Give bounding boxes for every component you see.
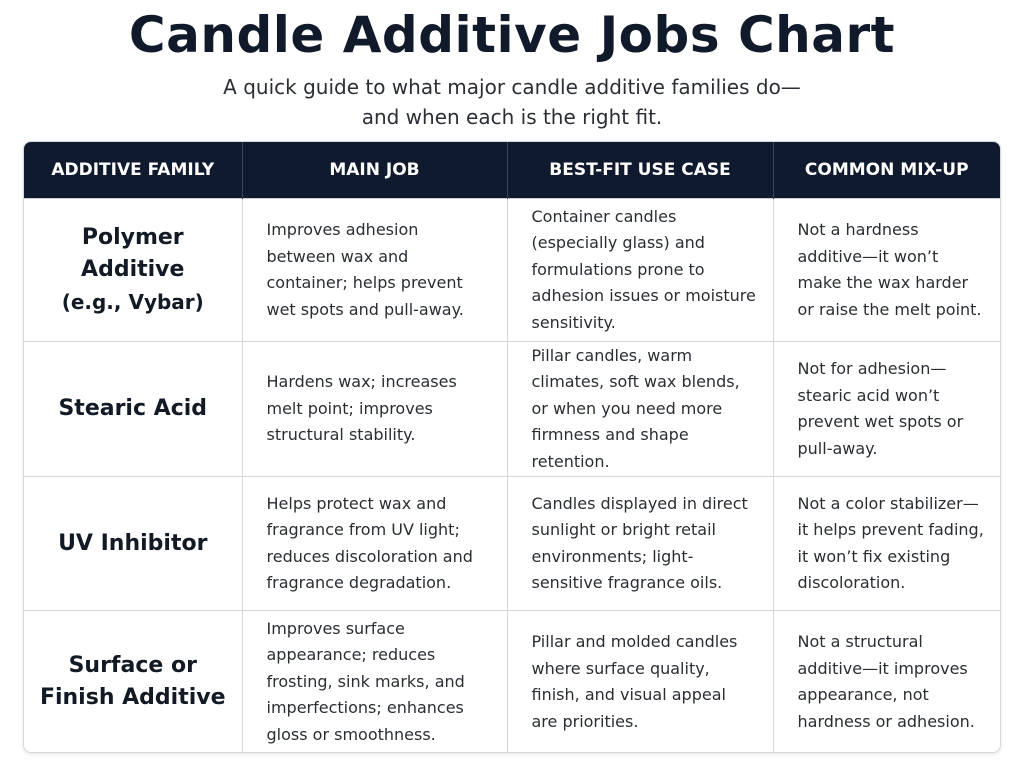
header-common-mix-up: COMMON MIX-UP — [773, 142, 1000, 199]
page-subtitle: A quick guide to what major candle additive families do—and when each is the right fit. — [223, 75, 801, 129]
page-title: Candle Additive Jobs Chart — [128, 6, 896, 64]
main-job-cell: Hardens wax; increases melt point; improves structural stability. — [242, 342, 507, 477]
table — [24, 142, 1000, 753]
best-fit-cell: Pillar candles, warm climates, soft wax blends, or when you need more firmness and shape retention. — [507, 342, 773, 477]
table-row — [24, 342, 1000, 477]
table-body — [24, 199, 1000, 754]
additive-family-name: Polymer Additive — [81, 225, 185, 282]
additive-family-note: (e.g., Vybar) — [61, 290, 204, 314]
best-fit-cell: Container candles (especially glass) and formulations prone to adhesion issues or moisture sensitivity. — [507, 199, 773, 342]
mix-up-cell: Not for adhesion—stearic acid won’t prevent wet spots or pull-away. — [773, 342, 1000, 477]
header-additive-family: ADDITIVE FAMILY — [24, 142, 242, 199]
additive-family-cell: Stearic Acid — [24, 342, 242, 477]
mix-up-cell: Not a color stabilizer—it helps prevent fading, it won’t fix existing discoloration. — [773, 477, 1000, 611]
table-row — [24, 477, 1000, 611]
best-fit-cell: Pillar and molded candles where surface quality, finish, and visual appeal are priorities. — [507, 611, 773, 754]
additive-family-cell — [24, 199, 242, 342]
additive-jobs-table — [23, 141, 1001, 753]
table-row — [24, 611, 1000, 754]
table-row — [24, 199, 1000, 342]
table-header — [24, 142, 1000, 199]
best-fit-cell: Candles displayed in direct sunlight or bright retail environments; light-sensitive fragrance oils. — [507, 477, 773, 611]
main-job-cell: Helps protect wax and fragrance from UV light; reduces discoloration and fragrance degradation. — [242, 477, 507, 611]
mix-up-cell: Not a hardness additive—it won’t make the wax harder or raise the melt point. — [773, 199, 1000, 342]
main-job-cell: Improves adhesion between wax and container; helps prevent wet spots and pull-away. — [242, 199, 507, 342]
additive-family-cell: UV Inhibitor — [24, 477, 242, 611]
header-best-fit-use-case: BEST-FIT USE CASE — [507, 142, 773, 199]
header-row — [24, 142, 1000, 199]
header-main-job: MAIN JOB — [242, 142, 507, 199]
main-job-cell: Improves surface appearance; reduces frosting, sink marks, and imperfections; enhances gloss or smoothness. — [242, 611, 507, 754]
mix-up-cell: Not a structural additive—it improves appearance, not hardness or adhesion. — [773, 611, 1000, 754]
additive-family-cell: Surface or Finish Additive — [24, 611, 242, 754]
